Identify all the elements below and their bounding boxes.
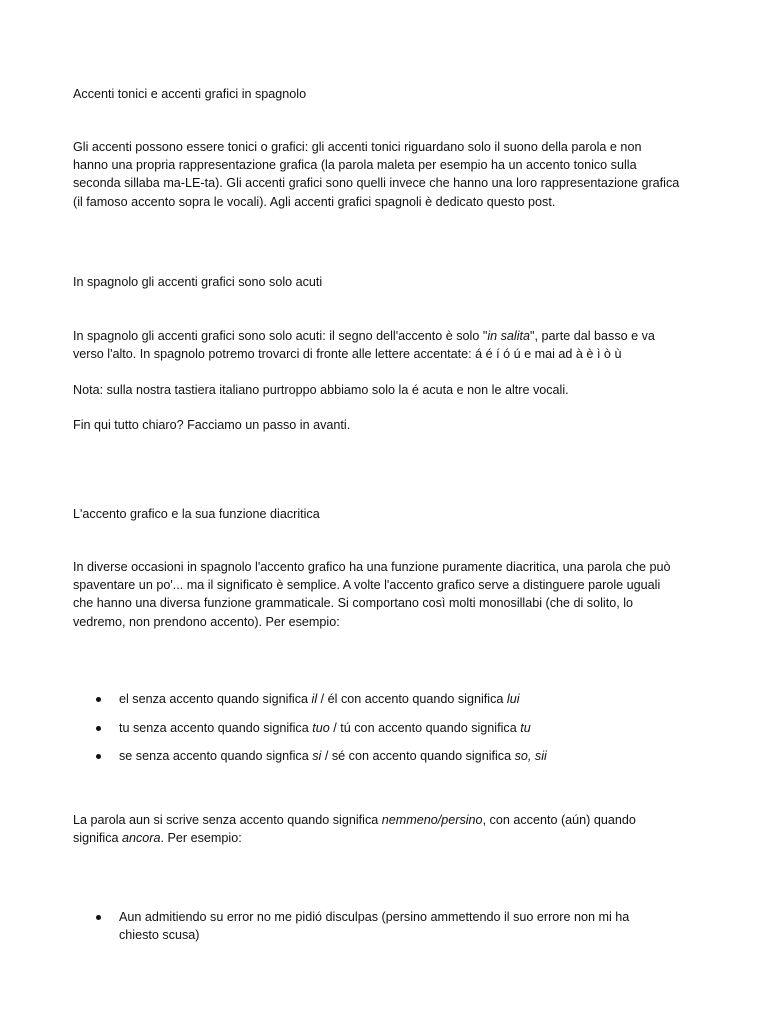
paragraph-line	[73, 327, 693, 345]
text-run: se senza accento quando signfica	[119, 749, 313, 764]
intro-line: Gli accenti possono essere tonici o grafici: gli accenti tonici riguardano solo il suono della parola e non	[73, 140, 642, 154]
section-heading-acuti	[73, 273, 693, 291]
italic-text: lui	[506, 692, 520, 706]
italic-text: tu	[520, 720, 531, 735]
document-title-text: Accenti tonici e accenti grafici in spagnolo	[73, 87, 307, 101]
list-item	[0, 908, 679, 944]
section-heading-text: L'accento grafico e la sua funzione diacritica	[73, 507, 320, 521]
text-run: La parola aun si scrive senza accento quando significa	[73, 813, 382, 827]
note-paragraph	[73, 381, 693, 399]
paragraph-line: verso l'alto. In spagnolo potremo trovarci di fronte alle lettere accentate: á é í ó ú e mai ad à è ì ò ù	[73, 347, 622, 362]
bullet-icon	[96, 726, 101, 731]
intro-line: (il famoso accento sopra le vocali). Agli accenti grafici spagnoli è dedicato questo post.	[73, 194, 556, 209]
italic-text: il	[311, 692, 318, 706]
italic-text: in salita	[487, 329, 531, 343]
list-item	[0, 747, 679, 765]
intro-paragraph	[73, 138, 693, 211]
bullet-icon	[96, 915, 101, 920]
text-run: ", parte dal basso e va	[530, 329, 655, 343]
section-heading-text: In spagnolo gli accenti grafici sono solo acuti	[73, 275, 323, 289]
transition-text: Fin qui tutto chiaro? Facciamo un passo in avanti.	[73, 418, 351, 432]
diacritica-paragraph	[73, 558, 693, 631]
italic-text: so, sii	[514, 749, 547, 764]
paragraph-line: spaventare un po'... ma il significato è semplice. A volte l'accento grafico serve a distinguere parole uguali	[73, 578, 661, 593]
text-run: significa	[73, 831, 122, 846]
list-item-line: chiesto scusa)	[119, 928, 200, 943]
bullet-icon	[96, 697, 101, 702]
paragraph-line	[73, 829, 693, 847]
aun-paragraph	[73, 811, 693, 847]
paragraph-line: In diverse occasioni in spagnolo l'accento grafico ha una funzione puramente diacritica, una parola che può	[73, 560, 671, 574]
intro-line: hanno una propria rappresentazione grafica (la parola maleta per esempio ha un accento tonico sulla	[73, 158, 637, 173]
transition-paragraph	[73, 416, 693, 434]
document-title	[73, 85, 693, 103]
list-item	[0, 719, 679, 737]
monosyllable-examples-list	[0, 690, 768, 776]
paragraph-line	[73, 811, 693, 829]
text-run: / sé con accento quando significa	[321, 749, 515, 764]
text-run: / tú con accento quando significa	[329, 720, 521, 735]
list-item-line: Aun admitiendo su error no me pidió disculpas (persino ammettendo il suo errore non mi ha	[119, 910, 630, 924]
acuti-paragraph	[73, 327, 693, 363]
italic-text: ancora	[122, 831, 161, 846]
section-heading-diacritica	[73, 505, 693, 523]
italic-text: tuo	[312, 720, 330, 735]
list-item	[0, 690, 679, 708]
italic-text: si	[312, 749, 322, 764]
paragraph-line: che hanno una diversa funzione grammaticale. Si comportano così molti monosillabi (che di solito, lo	[73, 596, 634, 611]
text-run: . Per esempio:	[160, 831, 242, 846]
text-run: tu senza accento quando significa	[119, 720, 313, 735]
paragraph-line: vedremo, non prendono accento). Per esempio:	[73, 614, 340, 629]
italic-text: nemmeno/persino	[381, 813, 483, 827]
text-run: , con accento (aún) quando	[482, 813, 636, 827]
text-run: In spagnolo gli accenti grafici sono solo acuti: il segno dell'accento è solo "	[73, 329, 488, 343]
text-run: el senza accento quando significa	[119, 692, 312, 706]
text-run: / él con accento quando significa	[317, 692, 507, 706]
bullet-icon	[96, 754, 101, 759]
note-text: Nota: sulla nostra tastiera italiano purtroppo abbiamo solo la é acuta e non le altre vocali.	[73, 383, 569, 397]
aun-examples-list	[0, 908, 768, 955]
intro-line: seconda sillaba ma-LE-ta). Gli accenti grafici sono quelli invece che hanno una loro rappresentazione grafica	[73, 176, 680, 191]
